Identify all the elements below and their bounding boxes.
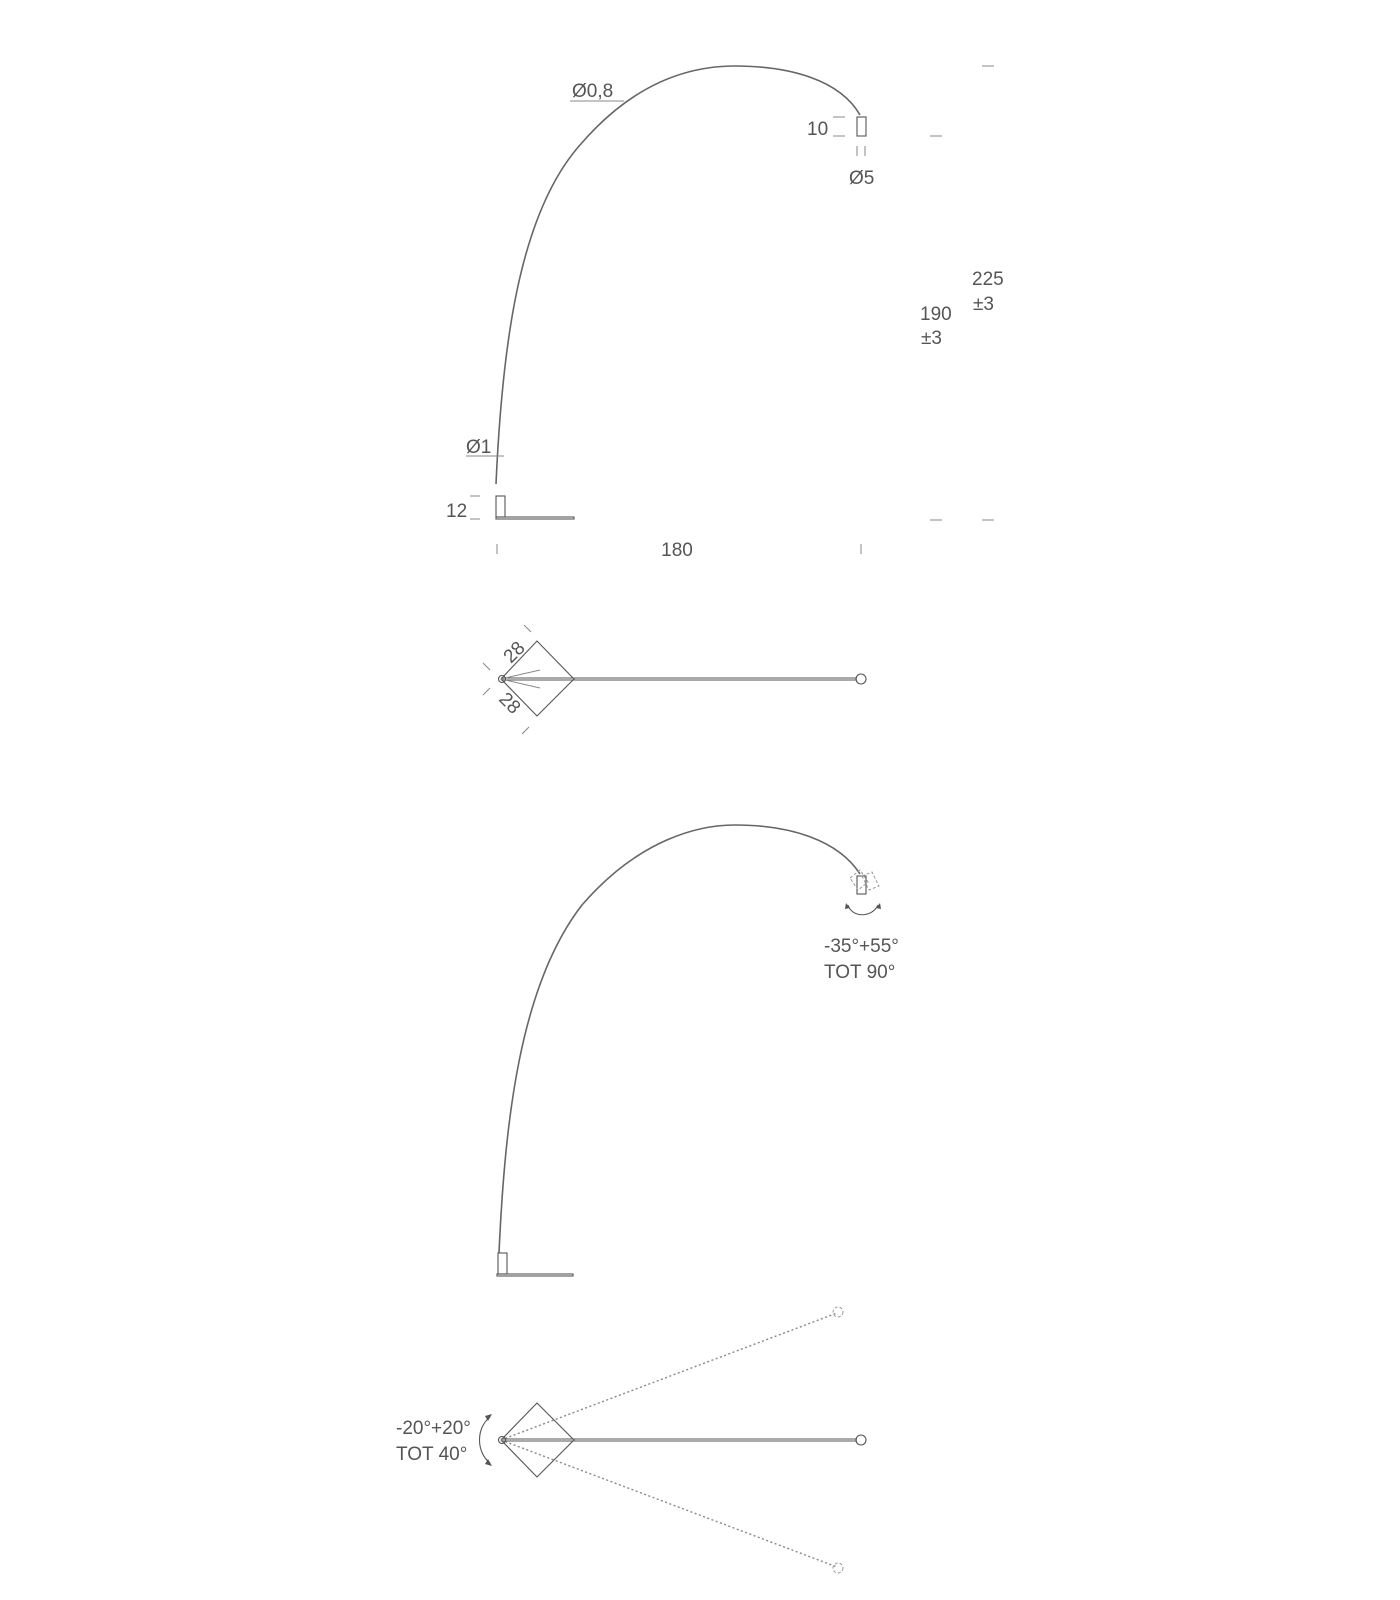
lamp-head: [857, 117, 866, 136]
base-plate-2: [497, 1274, 573, 1276]
lamp-head-tilt-right: [862, 872, 879, 890]
dim-arm-top-diameter: Ø0,8: [572, 81, 614, 102]
arm-foot: [496, 496, 505, 517]
rotation-range: -20°+20°: [396, 1418, 471, 1439]
arc-arm-2: [499, 825, 860, 1253]
arm-foot-2: [498, 1253, 507, 1274]
dim-base-height: 12: [446, 501, 468, 522]
dim-head-height-tolerance: ±3: [921, 328, 942, 349]
dim-total-height-tolerance: ±3: [973, 294, 994, 315]
dim-tick-sq-4: [522, 727, 529, 734]
base-plate: [496, 517, 574, 519]
dim-base-side-2: 28: [494, 688, 525, 719]
tilt-view: [497, 825, 899, 1276]
tilt-total: TOT 90°: [824, 962, 896, 983]
tilt-arrow-head-right: [876, 903, 881, 909]
tilt-range: -35°+55°: [824, 936, 899, 957]
rotation-view: [396, 1307, 866, 1573]
arc-arm: [496, 66, 860, 484]
arm-rotated-up: [501, 1313, 837, 1440]
dim-tick-sq-3: [483, 688, 490, 695]
dim-width: 180: [661, 540, 693, 561]
rotation-arrow: [480, 1417, 491, 1463]
rotation-total: TOT 40°: [396, 1444, 468, 1465]
head-circle-down: [833, 1563, 843, 1573]
dim-head-height-total: 190: [920, 304, 952, 325]
dim-base-side-1: 28: [499, 637, 530, 668]
dim-total-height: 225: [972, 269, 1004, 290]
dim-head-height: 10: [807, 119, 829, 140]
arm-rotated-down: [501, 1440, 837, 1567]
top-view: [483, 625, 866, 734]
dim-tick-sq-1: [483, 663, 490, 670]
dim-arm-bottom-diameter: Ø1: [466, 437, 492, 458]
tilt-rotation-arrow: [848, 905, 878, 915]
dim-head-diameter: Ø5: [849, 168, 875, 189]
head-circle-up: [833, 1307, 843, 1317]
side-view: [446, 66, 1004, 561]
base-square-2: [501, 1403, 574, 1477]
tilt-arrow-head-left: [845, 903, 850, 909]
dim-tick-sq-2: [524, 625, 531, 632]
head-circle: [856, 674, 866, 684]
head-circle-center: [856, 1435, 866, 1445]
